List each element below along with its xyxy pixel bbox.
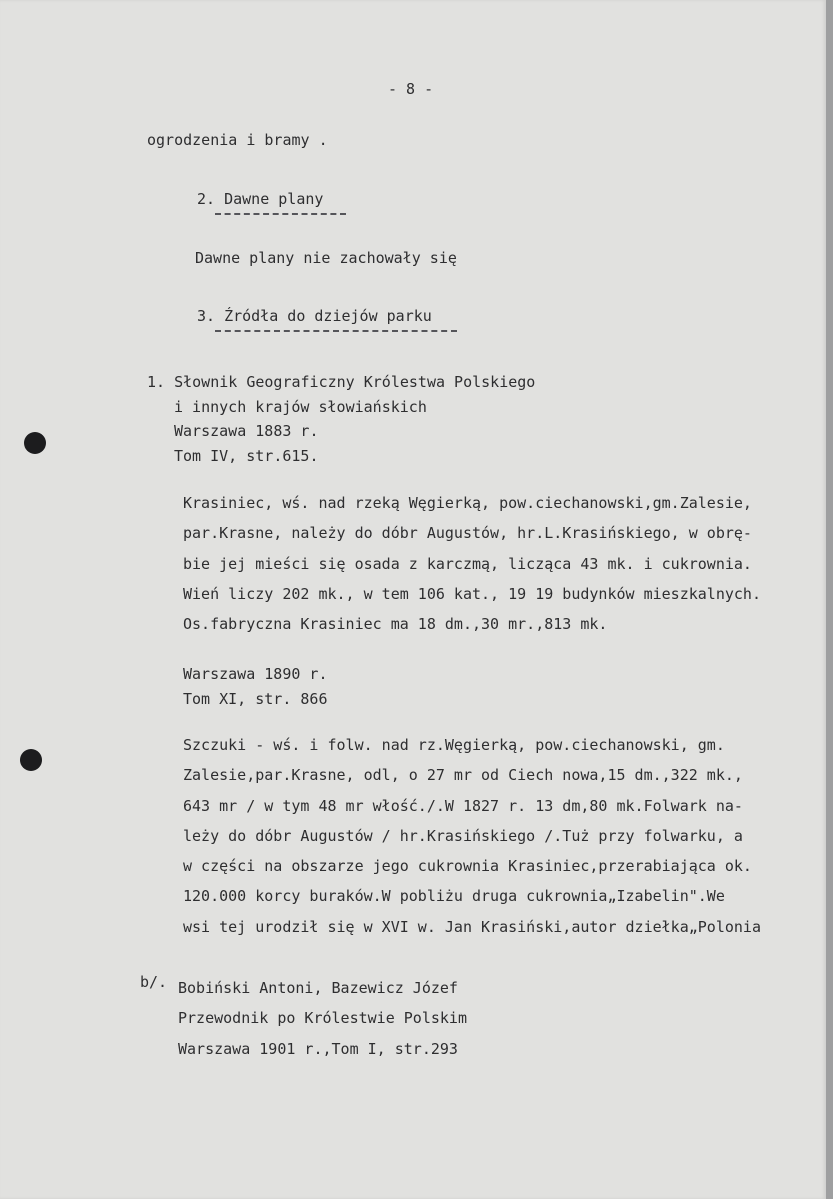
section-2-underline: [215, 213, 346, 215]
reference-1-place-year: Warszawa 1883 r.: [174, 422, 319, 441]
page-edge-shadow: [826, 0, 833, 1199]
reference-1-quote-krasiniec: [183, 488, 761, 639]
punch-hole-upper: [24, 432, 46, 454]
quote-line: bie jej mieści się osada z karczmą, licząca 43 mk. i cukrownia.: [183, 554, 752, 573]
intro-line: ogrodzenia i bramy .: [147, 131, 328, 149]
quote-line: Szczuki - wś. i folw. nad rz.Węgierką, pow.ciechanowski, gm.: [183, 736, 725, 754]
quote-line: w części na obszarze jego cukrownia Krasiniec,przerabiająca ok.: [183, 857, 752, 876]
quote-line: Krasiniec, wś. nad rzeką Węgierką, pow.ciechanowski,gm.Zalesie,: [183, 494, 752, 512]
quote-line: leży do dóbr Augustów / hr.Krasińskiego /.Tuż przy folwarku, a: [183, 826, 743, 845]
quote-line: par.Krasne, należy do dóbr Augustów, hr.L.Krasińskiego, w obrę-: [183, 524, 752, 543]
punch-hole-lower: [20, 749, 42, 771]
section-2-text: Dawne plany nie zachowały się: [195, 249, 457, 267]
section-3-heading: 3. Źródła do dziejów parku: [197, 307, 432, 325]
reference-b-authors: Bobiński Antoni, Bazewicz Józef: [178, 979, 458, 997]
reference-1-quote-szczuki: [183, 730, 761, 942]
section-2-heading: 2. Dawne plany: [197, 190, 324, 208]
reference-b-imprint: Warszawa 1901 r.,Tom I, str.293: [178, 1039, 458, 1058]
reference-1-title: 1. Słownik Geograficzny Królestwa Polskiego: [147, 373, 536, 391]
quote-line: Zalesie,par.Krasne, odl, o 27 mr od Ciech nowa,15 dm.,322 mk.,: [183, 766, 743, 785]
reference-b-citation: [178, 973, 467, 1064]
page-number: - 8 -: [388, 80, 434, 98]
reference-b-label: b/.: [140, 973, 168, 991]
quote-line: wsi tej urodził się w XVI w. Jan Krasiński,autor dziełka„Polonia: [183, 917, 761, 936]
reference-b-title: Przewodnik po Królestwie Polskim: [178, 1009, 467, 1028]
second-volume-volume: Tom XI, str. 866: [183, 689, 328, 708]
second-volume-place-year: Warszawa 1890 r.: [183, 665, 328, 683]
reference-1-subtitle: i innych krajów słowiańskich: [174, 397, 427, 416]
quote-line: Wień liczy 202 mk., w tem 106 kat., 19 19 budynków mieszkalnych.: [183, 584, 761, 603]
quote-line: 643 mr / w tym 48 mr włość./.W 1827 r. 13 dm,80 mk.Folwark na-: [183, 796, 743, 815]
reference-1-citation: [147, 370, 535, 469]
reference-1-volume: Tom IV, str.615.: [174, 447, 319, 466]
quote-line: Os.fabryczna Krasiniec ma 18 dm.,30 mr.,813 mk.: [183, 615, 608, 634]
section-3-underline: [215, 330, 457, 332]
reference-1-second-volume: [183, 662, 328, 711]
quote-line: 120.000 korcy buraków.W pobliżu druga cukrownia„Izabelin".We: [183, 887, 725, 906]
